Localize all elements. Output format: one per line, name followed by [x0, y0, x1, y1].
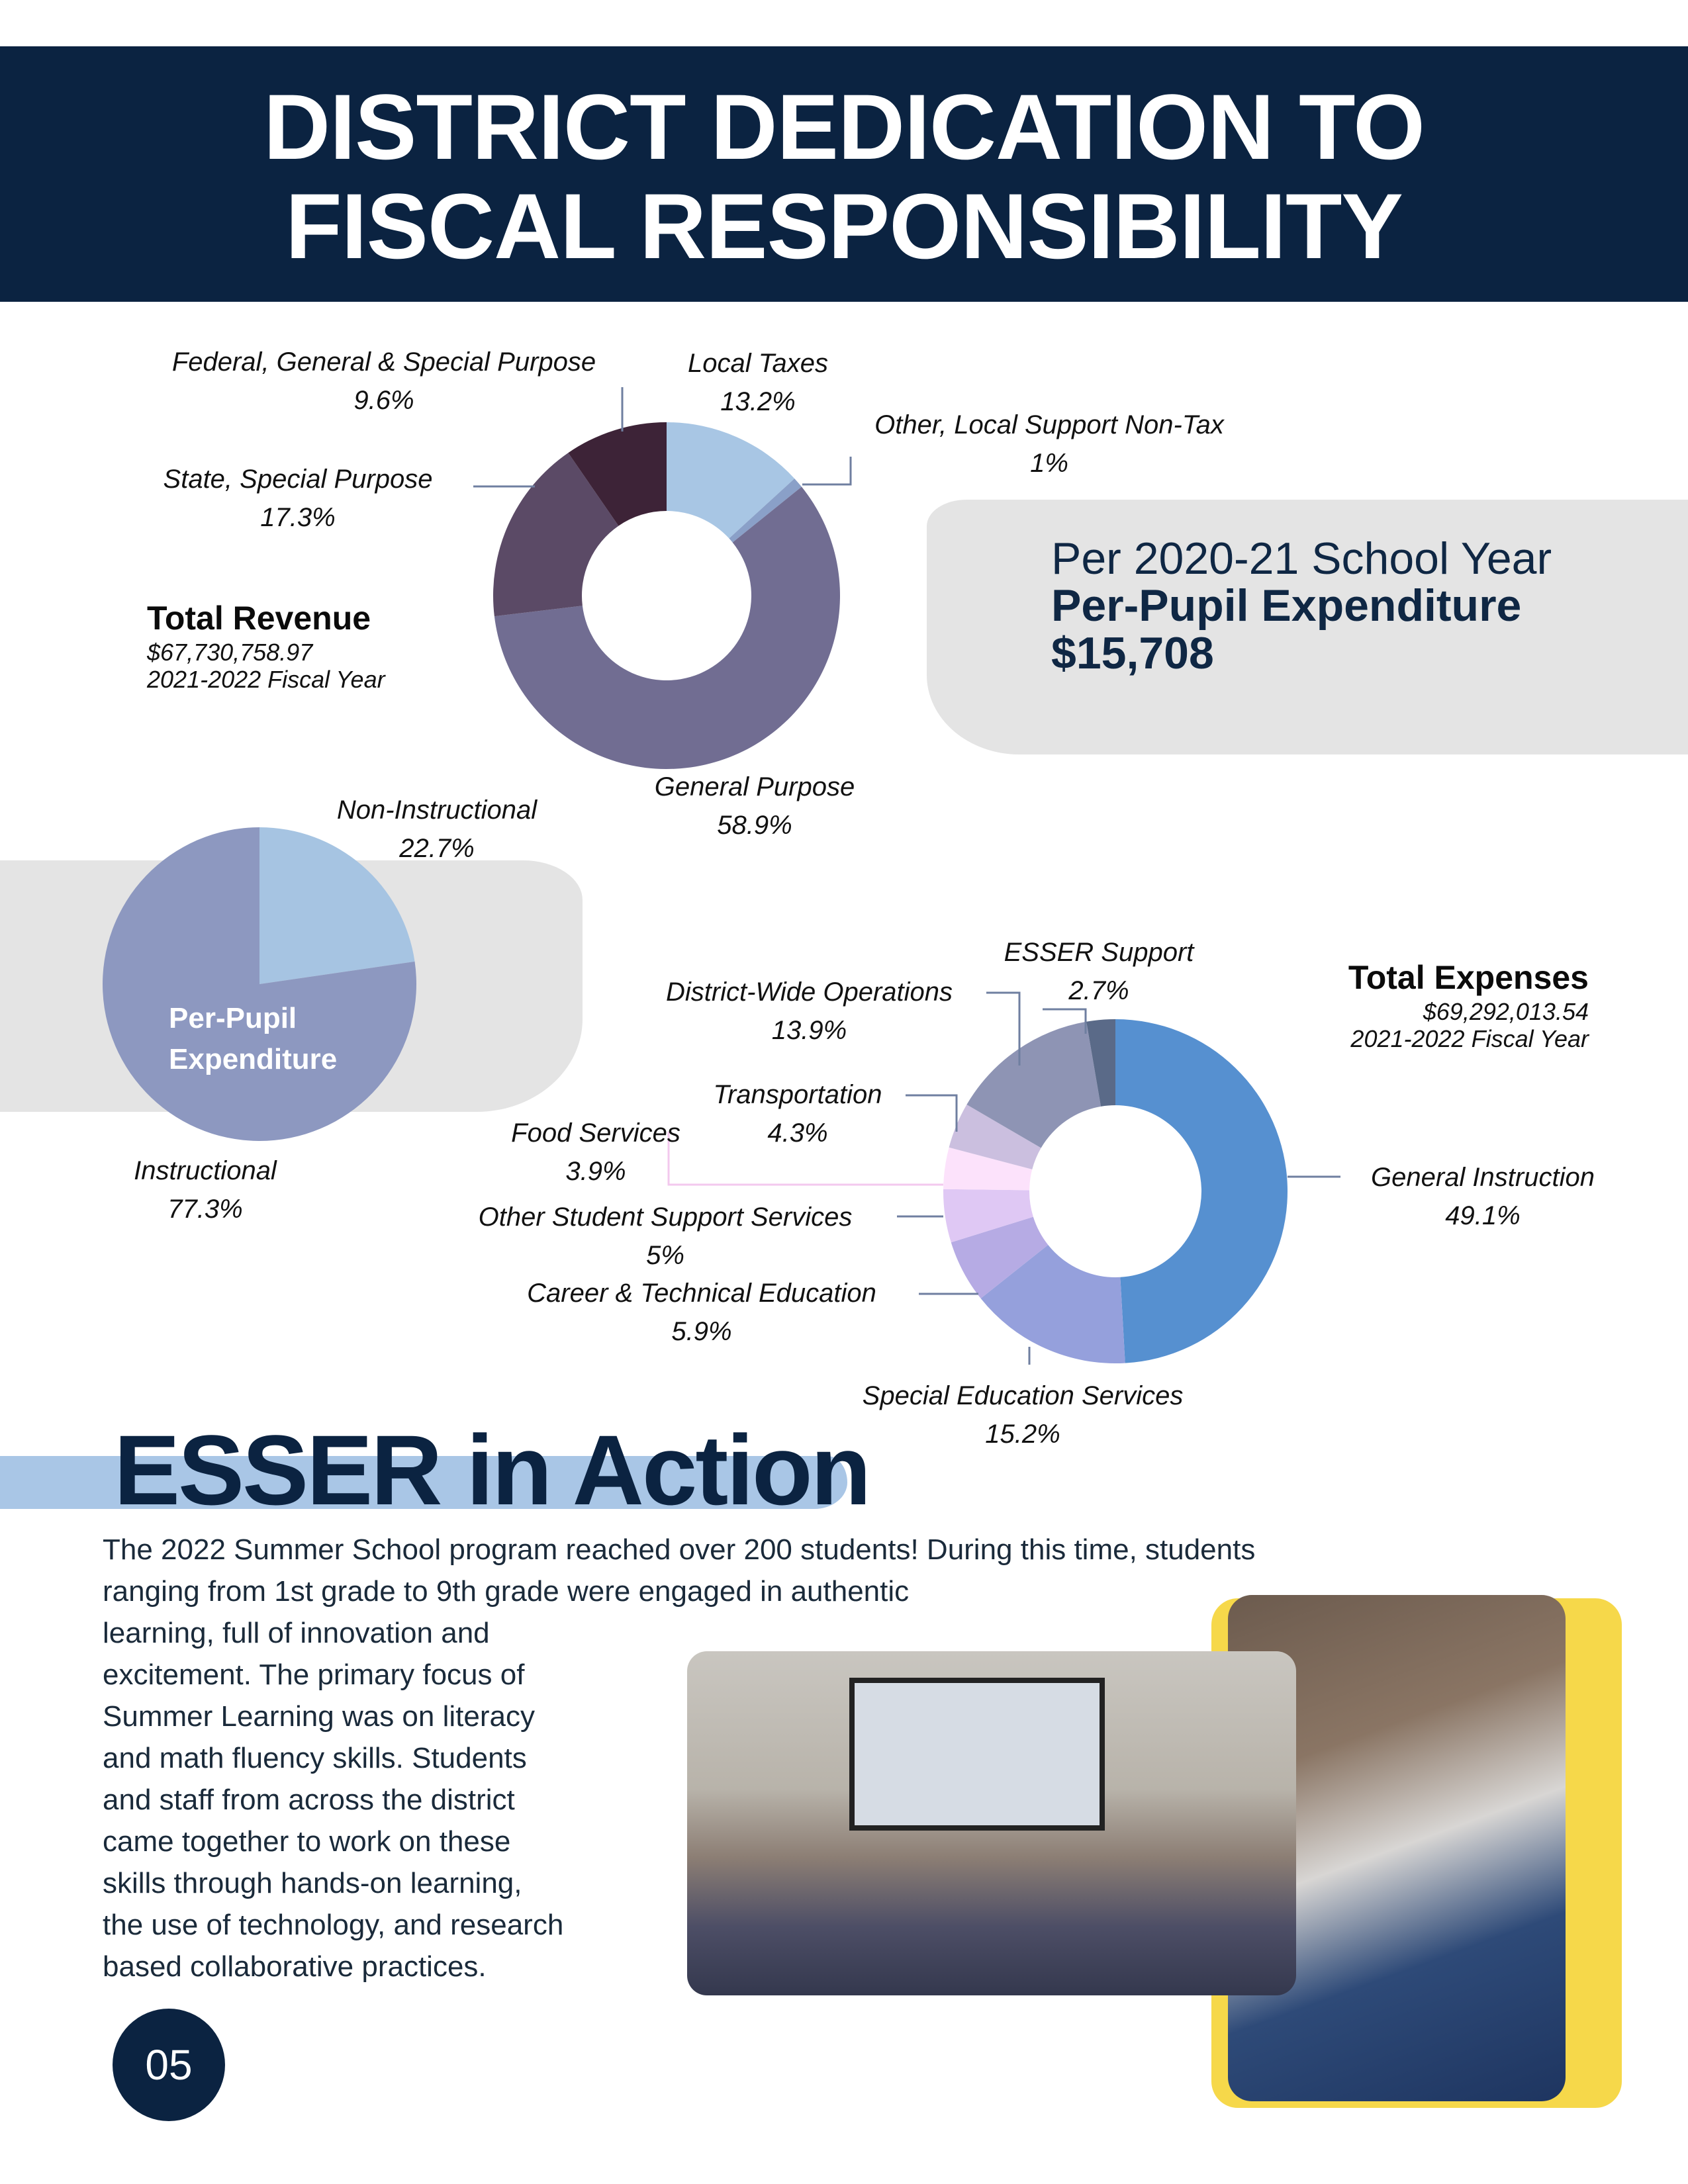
label-local-taxes: Local Taxes 13.2% — [688, 349, 828, 416]
label-general-instruction: General Instruction 49.1% — [1371, 1163, 1595, 1230]
label-other-local: Other, Local Support Non-Tax 1% — [874, 410, 1224, 478]
esser-line: ranging from 1st grade to 9th grade were engaged in authentic — [103, 1575, 910, 1608]
label-district-wide: District-Wide Operations 13.9% — [665, 978, 953, 1045]
ppe-pie-label: Per-Pupil Expenditure — [169, 1002, 338, 1075]
total-revenue-amount: $67,730,758.97 — [147, 639, 313, 666]
ppe-school-year: Per 2020-21 School Year — [1051, 533, 1552, 584]
label-instructional: Instructional 77.3% — [134, 1156, 277, 1224]
esser-line: and math fluency skills. Students — [103, 1742, 527, 1774]
label-other-student: Other Student Support Services 5% — [478, 1203, 853, 1270]
label-food: Food Services 3.9% — [511, 1118, 680, 1186]
esser-line: Summer Learning was on literacy — [103, 1700, 535, 1733]
label-federal: Federal, General & Special Purpose 9.6% — [171, 347, 596, 415]
esser-line: The 2022 Summer School program reached over 200 students! During this time, students — [103, 1533, 1256, 1566]
esser-line: learning, full of innovation and — [103, 1617, 490, 1649]
label-esser: ESSER Support 2.7% — [1004, 938, 1194, 1005]
esser-line: came together to work on these — [103, 1825, 511, 1858]
label-special-education: Special Education Services 15.2% — [862, 1381, 1184, 1449]
ppe-heading: Per-Pupil Expenditure — [1051, 580, 1522, 631]
esser-line: the use of technology, and research — [103, 1909, 564, 1941]
leader-transport — [906, 1095, 957, 1132]
esser-heading: ESSER in Action — [114, 1414, 870, 1525]
label-state: State, Special Purpose 17.3% — [163, 465, 433, 532]
page-number: 05 — [113, 2009, 225, 2121]
total-expenses-year: 2021-2022 Fiscal Year — [1350, 1025, 1589, 1052]
revenue-donut-chart — [493, 422, 840, 769]
per-pupil-pie-chart — [103, 827, 416, 1141]
total-revenue-title: Total Revenue — [147, 600, 371, 637]
label-non-instructional: Non-Instructional 22.7% — [336, 796, 538, 863]
slice-general-instruction — [1115, 1019, 1288, 1363]
total-expenses-amount: $69,292,013.54 — [1423, 998, 1589, 1025]
label-transportation: Transportation 4.3% — [713, 1080, 882, 1148]
esser-line: and staff from across the district — [103, 1784, 515, 1816]
label-general-purpose: General Purpose 58.9% — [654, 772, 855, 840]
page-title-line1: DISTRICT DEDICATION TO — [263, 75, 1425, 179]
label-career: Career & Technical Education 5.9% — [527, 1279, 876, 1346]
esser-line: skills through hands-on learning, — [103, 1867, 522, 1899]
expenses-donut-chart — [943, 1019, 1288, 1363]
esser-line: excitement. The primary focus of — [103, 1659, 525, 1691]
total-revenue-year: 2021-2022 Fiscal Year — [147, 666, 385, 693]
ppe-amount: $15,708 — [1051, 628, 1214, 678]
total-expenses-title: Total Expenses — [1348, 959, 1589, 996]
esser-paragraph — [103, 1529, 1559, 1987]
page-title-line2: FISCAL RESPONSIBILITY — [285, 174, 1403, 278]
esser-line: based collaborative practices. — [103, 1950, 487, 1983]
